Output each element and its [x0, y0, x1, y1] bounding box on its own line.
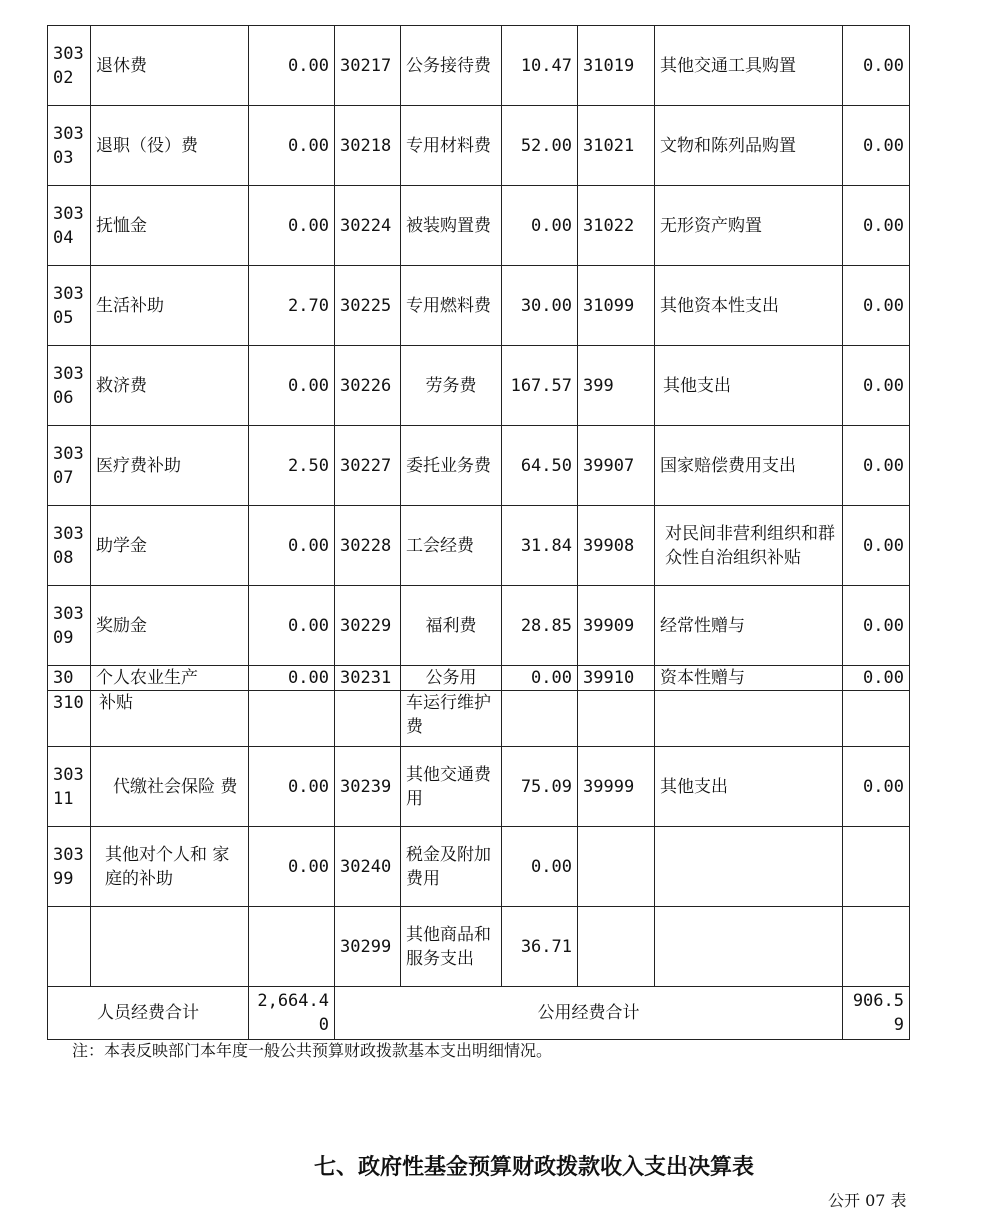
table-note: 注：本表反映部门本年度一般公共预算财政拨款基本支出明细情况。	[72, 1041, 553, 1060]
table-row	[48, 106, 910, 186]
amount-cell: 0.00	[843, 186, 910, 266]
amount-cell: 0.00	[843, 747, 910, 827]
table-row	[48, 266, 910, 346]
amount-cell: 75.09	[502, 747, 578, 827]
amount-cell	[249, 907, 335, 987]
code-cell: 30399	[48, 827, 91, 907]
amount-cell: 0.00	[843, 426, 910, 506]
empty-cell	[249, 691, 335, 747]
empty-cell	[578, 691, 655, 747]
item-name-cell: 个人农业生产	[91, 666, 249, 691]
amount-cell: 0.00	[843, 506, 910, 586]
empty-cell	[843, 691, 910, 747]
code-cell: 30228	[335, 506, 401, 586]
item-name-cell: 其他交通费用	[401, 747, 502, 827]
amount-cell: 0.00	[249, 827, 335, 907]
code-cell: 30305	[48, 266, 91, 346]
code-cell: 31019	[578, 26, 655, 106]
amount-cell: 36.71	[502, 907, 578, 987]
item-name-cell: 公务接待费	[401, 26, 502, 106]
code-cell: 30304	[48, 186, 91, 266]
amount-cell	[843, 827, 910, 907]
item-name-cell: 生活补助	[91, 266, 249, 346]
personnel-total-value: 2,664.40	[249, 987, 335, 1040]
amount-cell: 0.00	[249, 506, 335, 586]
amount-cell: 0.00	[249, 747, 335, 827]
item-name-cell: 补贴	[91, 691, 249, 747]
amount-cell: 0.00	[249, 26, 335, 106]
empty-cell	[335, 691, 401, 747]
code-cell	[578, 827, 655, 907]
item-name-cell: 委托业务费	[401, 426, 502, 506]
code-cell: 30239	[335, 747, 401, 827]
code-cell: 30307	[48, 426, 91, 506]
item-name-cell: 其他支出	[655, 346, 843, 426]
code-cell: 30309	[48, 586, 91, 666]
public-total-label: 公用经费合计	[335, 987, 843, 1040]
code-cell	[48, 907, 91, 987]
code-cell: 30225	[335, 266, 401, 346]
code-cell: 30229	[335, 586, 401, 666]
item-name-cell: 专用材料费	[401, 106, 502, 186]
table-row	[48, 26, 910, 106]
item-name-cell: 劳务费	[401, 346, 502, 426]
amount-cell	[843, 907, 910, 987]
amount-cell: 0.00	[843, 346, 910, 426]
code-cell: 30302	[48, 26, 91, 106]
public-total-value: 906.59	[843, 987, 910, 1040]
amount-cell: 28.85	[502, 586, 578, 666]
code-cell: 30303	[48, 106, 91, 186]
table-row	[48, 186, 910, 266]
item-name-cell: 资本性赠与	[655, 666, 843, 691]
item-name-cell: 工会经费	[401, 506, 502, 586]
code-cell: 31022	[578, 186, 655, 266]
amount-cell: 0.00	[502, 666, 578, 691]
code-cell: 39907	[578, 426, 655, 506]
table-row	[48, 827, 910, 907]
code-cell: 39908	[578, 506, 655, 586]
table-row	[48, 346, 910, 426]
code-cell: 30218	[335, 106, 401, 186]
amount-cell: 0.00	[843, 266, 910, 346]
amount-cell: 0.00	[843, 26, 910, 106]
amount-cell: 52.00	[502, 106, 578, 186]
amount-cell: 2.70	[249, 266, 335, 346]
code-cell: 30227	[335, 426, 401, 506]
code-cell: 30224	[335, 186, 401, 266]
amount-cell: 167.57	[502, 346, 578, 426]
personnel-total-label: 人员经费合计	[48, 987, 249, 1040]
code-cell: 30226	[335, 346, 401, 426]
amount-cell: 31.84	[502, 506, 578, 586]
expenditure-detail-table	[47, 25, 910, 1040]
item-name-cell: 其他交通工具购置	[655, 26, 843, 106]
code-cell: 39909	[578, 586, 655, 666]
amount-cell: 0.00	[843, 666, 910, 691]
amount-cell: 0.00	[249, 106, 335, 186]
item-name-cell: 退休费	[91, 26, 249, 106]
item-name-cell: 抚恤金	[91, 186, 249, 266]
code-cell	[578, 907, 655, 987]
item-name-cell: 无形资产购置	[655, 186, 843, 266]
table-row	[48, 506, 910, 586]
item-name-cell: 专用燃料费	[401, 266, 502, 346]
code-cell: 30	[48, 666, 91, 691]
code-cell: 39999	[578, 747, 655, 827]
section-title: 七、政府性基金预算财政拨款收入支出决算表	[314, 1155, 755, 1180]
code-cell: 30231	[335, 666, 401, 691]
item-name-cell: 对民间非营利组织和群众性自治组织补贴	[655, 506, 843, 586]
code-cell: 399	[578, 346, 655, 426]
item-name-cell: 国家赔偿费用支出	[655, 426, 843, 506]
item-name-cell: 其他支出	[655, 747, 843, 827]
totals-row	[48, 987, 910, 1040]
item-name-cell: 退职（役）费	[91, 106, 249, 186]
code-cell: 30240	[335, 827, 401, 907]
item-name-cell: 其他资本性支出	[655, 266, 843, 346]
code-cell: 31021	[578, 106, 655, 186]
table-row-split-bottom	[48, 691, 910, 747]
code-cell: 30299	[335, 907, 401, 987]
item-name-cell: 代缴社会保险 费	[91, 747, 249, 827]
code-cell: 31099	[578, 266, 655, 346]
item-name-cell: 其他对个人和 家庭的补助	[91, 827, 249, 907]
item-name-cell: 税金及附加费用	[401, 827, 502, 907]
table-row-split-top	[48, 666, 910, 691]
amount-cell: 2.50	[249, 426, 335, 506]
table-row	[48, 907, 910, 987]
empty-cell	[655, 691, 843, 747]
code-cell: 30306	[48, 346, 91, 426]
code-cell: 30308	[48, 506, 91, 586]
amount-cell: 0.00	[843, 106, 910, 186]
code-cell: 39910	[578, 666, 655, 691]
item-name-cell: 公务用	[401, 666, 502, 691]
item-name-cell: 医疗费补助	[91, 426, 249, 506]
amount-cell: 0.00	[249, 346, 335, 426]
item-name-cell: 经常性赠与	[655, 586, 843, 666]
item-name-cell: 福利费	[401, 586, 502, 666]
table-row	[48, 426, 910, 506]
amount-cell: 0.00	[249, 186, 335, 266]
item-name-cell: 车运行维护费	[401, 691, 502, 747]
item-name-cell: 助学金	[91, 506, 249, 586]
item-name-cell	[655, 907, 843, 987]
item-name-cell: 奖励金	[91, 586, 249, 666]
amount-cell: 0.00	[502, 186, 578, 266]
item-name-cell: 救济费	[91, 346, 249, 426]
amount-cell: 0.00	[249, 586, 335, 666]
table-row	[48, 586, 910, 666]
table-number: 公开 07 表	[828, 1191, 907, 1210]
amount-cell: 0.00	[249, 666, 335, 691]
empty-cell	[502, 691, 578, 747]
item-name-cell: 其他商品和服务支出	[401, 907, 502, 987]
amount-cell: 0.00	[843, 586, 910, 666]
code-cell: 310	[48, 691, 91, 747]
amount-cell: 30.00	[502, 266, 578, 346]
amount-cell: 10.47	[502, 26, 578, 106]
amount-cell: 64.50	[502, 426, 578, 506]
item-name-cell	[655, 827, 843, 907]
amount-cell: 0.00	[502, 827, 578, 907]
code-cell: 30217	[335, 26, 401, 106]
item-name-cell: 被装购置费	[401, 186, 502, 266]
item-name-cell: 文物和陈列品购置	[655, 106, 843, 186]
table-row	[48, 747, 910, 827]
item-name-cell	[91, 907, 249, 987]
code-cell: 30311	[48, 747, 91, 827]
